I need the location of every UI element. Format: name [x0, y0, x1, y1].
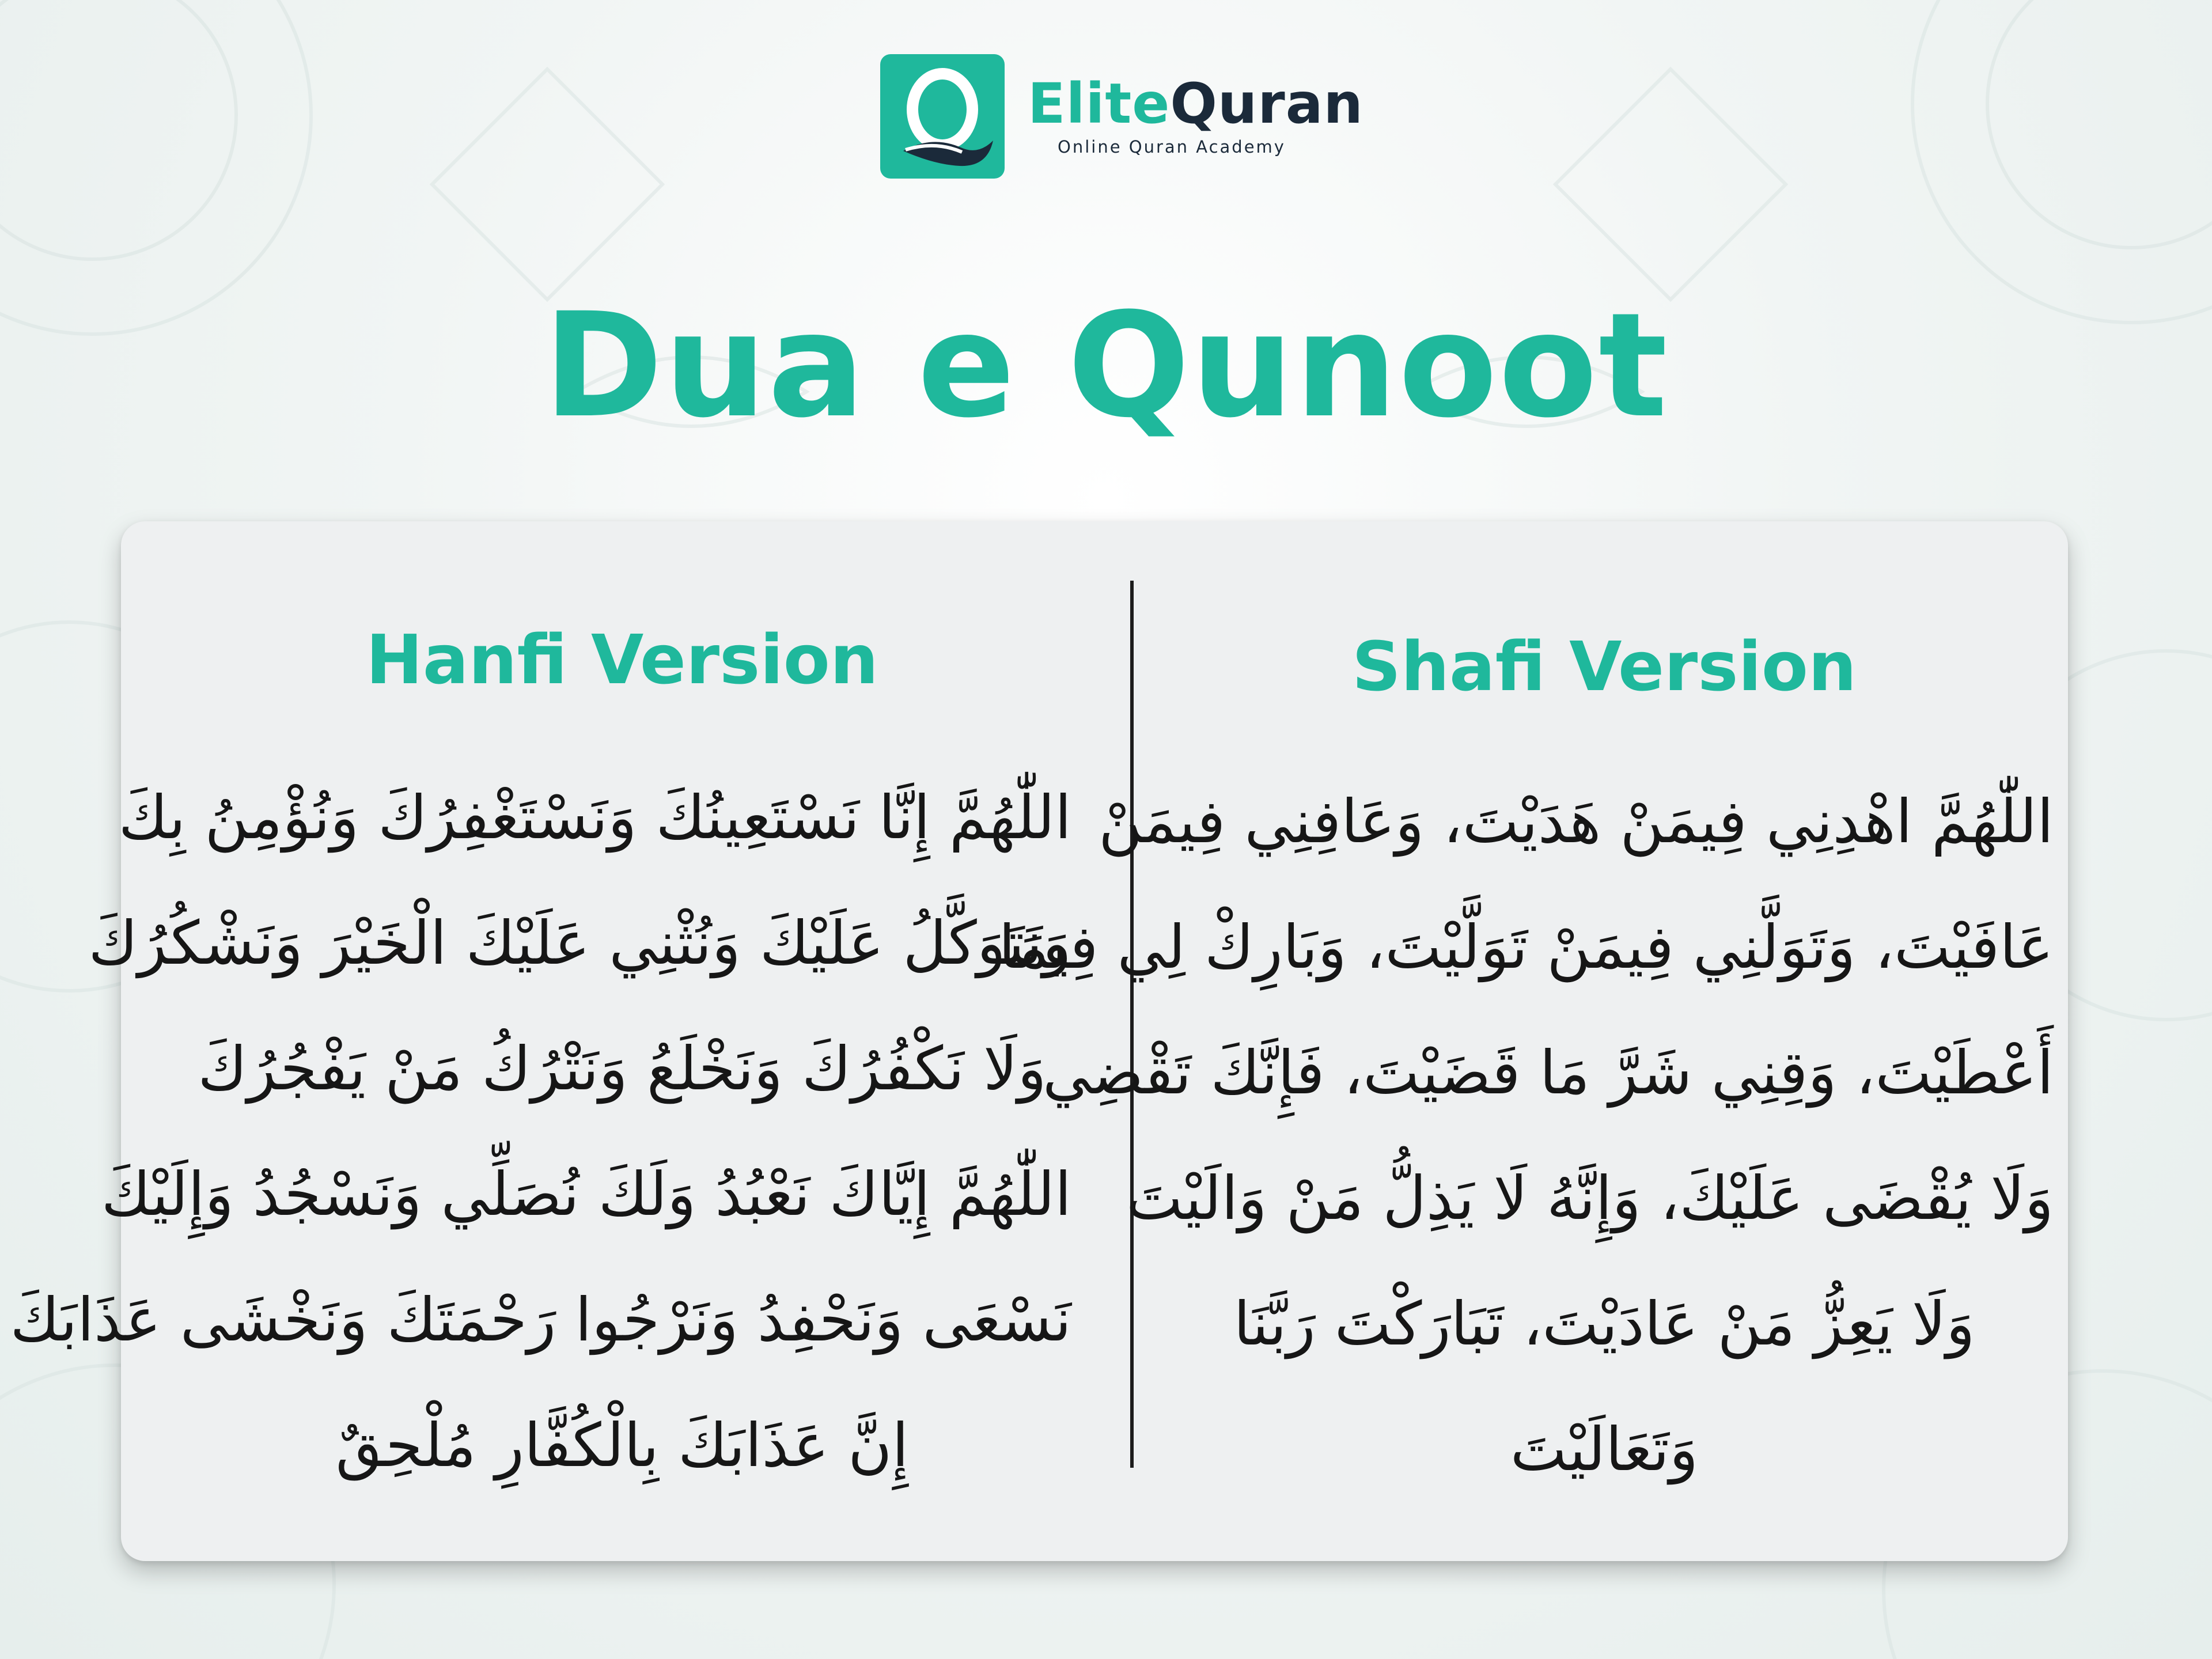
hanfi-line: نَسْعَى وَنَحْفِدُ وَنَرْجُوا رَحْمَتَكَ وَنَخْشَى عَذَابَكَ [10, 1285, 1071, 1355]
hanfi-line: اللّٰهُمَّ إِيَّاكَ نَعْبُدُ وَلَكَ نُصَلِّي وَنَسْجُدُ وَإِلَيْكَ [101, 1159, 1071, 1229]
brand-tagline: Online Quran Academy [1058, 137, 1286, 157]
page-title: Dua e Qunoot [543, 282, 1669, 449]
hanfi-heading: Hanfi Version [366, 620, 878, 699]
brand-name-part2: Quran [1170, 71, 1363, 136]
hanfi-line: وَنَتَوَكَّلُ عَلَيْكَ وَنُثْنِي عَلَيْكَ الْخَيْرَ وَنَشْكُرُكَ [88, 908, 1071, 978]
logo-text [1028, 71, 1363, 157]
shafi-line: عَافَيْتَ، وَتَوَلَّنِي فِيمَنْ تَوَلَّيْتَ، وَبَارِكْ لِي فِيمَا [998, 912, 2054, 982]
hanfi-text [10, 755, 1071, 1508]
shafi-heading: Shafi Version [1351, 627, 1857, 706]
shafi-line: وَتَعَالَيْتَ [1510, 1414, 1699, 1484]
shafi-line: وَلَا يَعِزُّ مَنْ عَادَيْتَ، تَبَارَكْتَ رَبَّنَا [1233, 1289, 1975, 1359]
hanfi-line: وَلَا نَكْفُرُكَ وَنَخْلَعُ وَنَتْرُكُ مَنْ يَفْجُرُكَ [198, 1033, 1047, 1104]
dua-card [10, 521, 2068, 1561]
hanfi-line: إِنَّ عَذَابَكَ بِالْكُفَّارِ مُلْحِقٌ [335, 1410, 909, 1480]
shafi-text [998, 759, 2054, 1512]
quran-q-logo-icon [880, 54, 1005, 179]
logo [880, 54, 1363, 179]
brand-name [1028, 71, 1363, 136]
brand-name-part1: Elite [1028, 71, 1171, 136]
shafi-line: وَلَا يُقْضَى عَلَيْكَ، وَإِنَّهُ لَا يَذِلُّ مَنْ وَالَيْتَ [1126, 1163, 2054, 1233]
hanfi-line: اللّٰهُمَّ إِنَّا نَسْتَعِينُكَ وَنَسْتَغْفِرُكَ وَنُؤْمِنُ بِكَ [118, 782, 1071, 853]
shafi-line: أَعْطَيْتَ، وَقِنِي شَرَّ مَا قَضَيْتَ، فَإِنَّكَ تَقْضِي [1043, 1037, 2054, 1108]
shafi-line: اللّٰهُمَّ اهْدِنِي فِيمَنْ هَدَيْتَ، وَعَافِنِي فِيمَنْ [1098, 786, 2054, 857]
